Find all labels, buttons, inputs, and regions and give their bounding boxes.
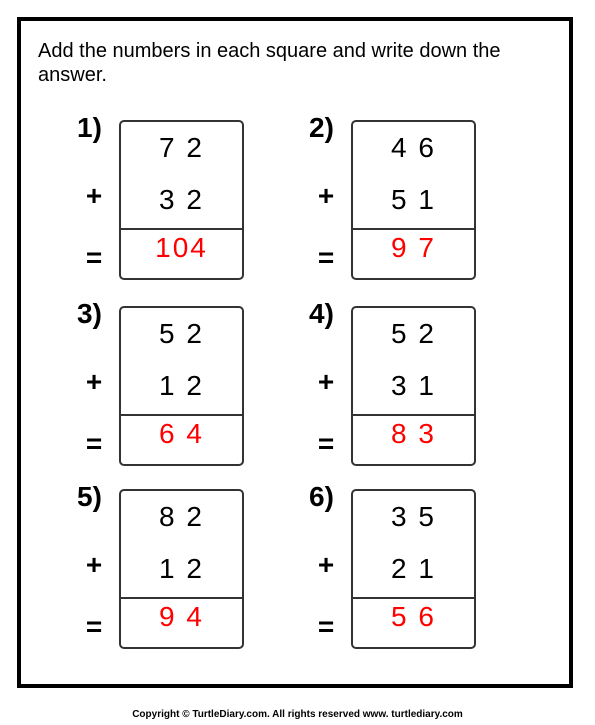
problem-2 xyxy=(309,112,533,286)
problem-1 xyxy=(77,112,301,286)
problem-6 xyxy=(309,481,533,655)
problem-number: 6) xyxy=(309,481,334,512)
problem-box xyxy=(119,489,244,649)
divider-line xyxy=(353,597,474,599)
addend-bottom: 1 2 xyxy=(159,553,204,584)
problem-4 xyxy=(309,298,533,472)
addend-top: 3 5 xyxy=(391,501,436,532)
plus-sign: + xyxy=(317,180,335,211)
problem-box xyxy=(351,306,476,466)
answer-value: 8 3 xyxy=(391,418,436,449)
addend-top: 5 2 xyxy=(159,318,204,349)
equals-sign: = xyxy=(317,428,335,459)
addend-bottom: 5 1 xyxy=(391,184,436,215)
plus-sign: + xyxy=(85,180,103,211)
problem-box xyxy=(119,120,244,280)
answer-value: 5 6 xyxy=(391,601,436,632)
divider-line xyxy=(121,597,242,599)
plus-sign: + xyxy=(317,366,335,397)
answer-value: 9 4 xyxy=(159,601,204,632)
problem-5 xyxy=(77,481,301,655)
problem-box xyxy=(351,120,476,280)
problem-box xyxy=(119,306,244,466)
addend-bottom: 3 2 xyxy=(159,184,204,215)
answer-value: 6 4 xyxy=(159,418,204,449)
problem-number: 3) xyxy=(77,298,102,329)
instruction-text: Add the numbers in each square and write down the answer. xyxy=(38,40,501,86)
equals-sign: = xyxy=(317,611,335,642)
problem-3 xyxy=(77,298,301,472)
equals-sign: = xyxy=(85,428,103,459)
equals-sign: = xyxy=(317,242,335,273)
addend-bottom: 3 1 xyxy=(391,370,436,401)
problem-number: 1) xyxy=(77,112,102,143)
addend-top: 5 2 xyxy=(391,318,436,349)
addend-top: 8 2 xyxy=(159,501,204,532)
problem-number: 4) xyxy=(309,298,334,329)
divider-line xyxy=(353,228,474,230)
plus-sign: + xyxy=(85,549,103,580)
plus-sign: + xyxy=(85,366,103,397)
copyright-footer: Copyright © TurtleDiary.com. All rights reserved www. turtlediary.com xyxy=(132,709,463,720)
equals-sign: = xyxy=(85,242,103,273)
divider-line xyxy=(353,414,474,416)
addend-top: 7 2 xyxy=(159,132,204,163)
divider-line xyxy=(121,228,242,230)
plus-sign: + xyxy=(317,549,335,580)
problem-box xyxy=(351,489,476,649)
answer-value: 9 7 xyxy=(391,232,436,263)
divider-line xyxy=(121,414,242,416)
addend-top: 4 6 xyxy=(391,132,436,163)
equals-sign: = xyxy=(85,611,103,642)
problem-number: 5) xyxy=(77,481,102,512)
answer-value: 104 xyxy=(155,232,208,263)
addend-bottom: 2 1 xyxy=(391,553,436,584)
problem-number: 2) xyxy=(309,112,334,143)
addend-bottom: 1 2 xyxy=(159,370,204,401)
